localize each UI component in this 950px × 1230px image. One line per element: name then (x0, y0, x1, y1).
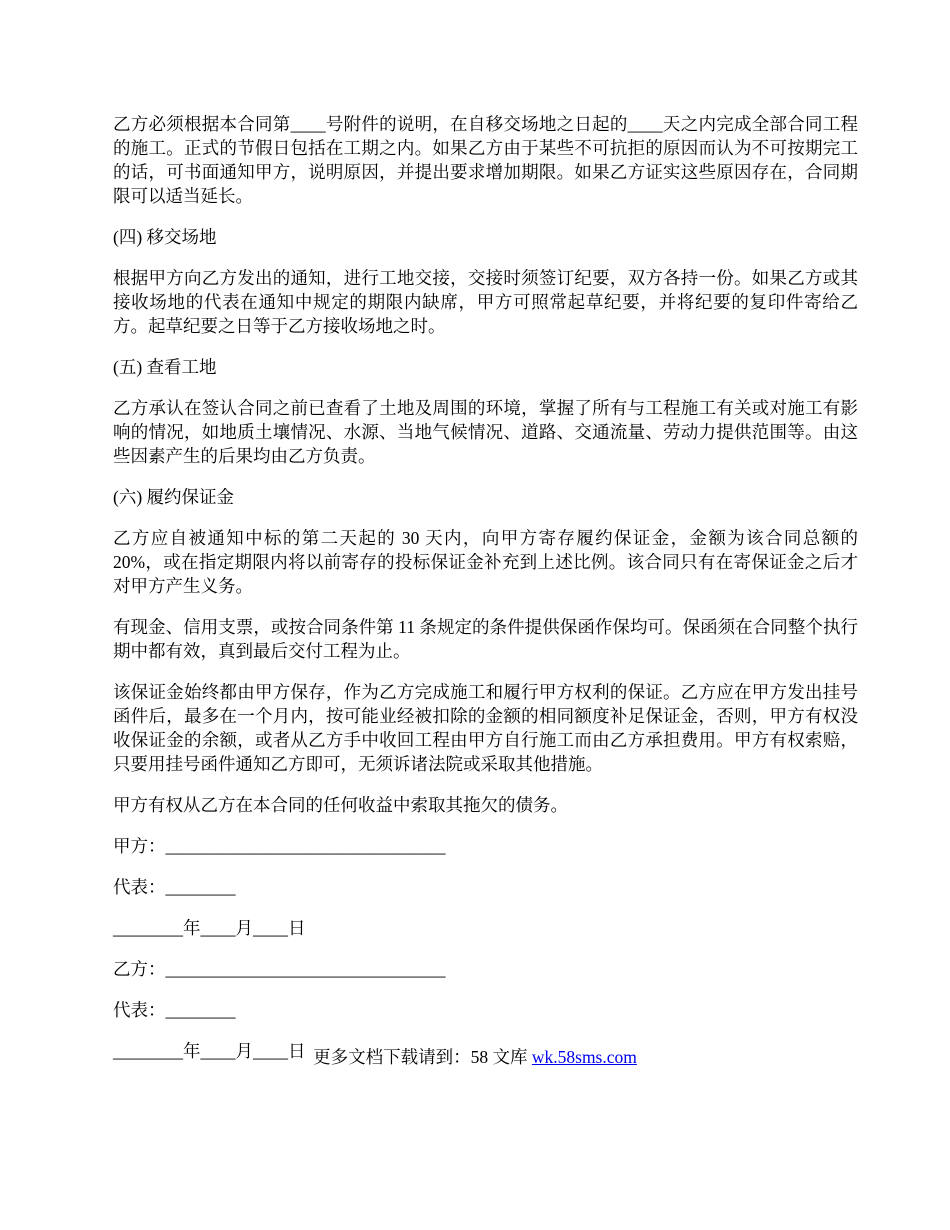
signature-date-b: ________年____月____日 (113, 1041, 306, 1061)
signature-rep-b: 代表：________ (113, 1000, 236, 1020)
footer-text: 更多文档下载请到：58 文库 (313, 1047, 532, 1067)
heading-performance-bond: (六) 履约保证金 (113, 487, 235, 507)
paragraph-completion-period: 乙方必须根据本合同第____号附件的说明，在自移交场地之日起的____天之内完成全部合同工程的施工。正式的节假日包括在工期之内。如果乙方由于某些不可抗拒的原因而认为不可按期完工的话，可书面通知甲方，说明原因，并提出要求增加期限。如果乙方证实这些原因存在，合同期限可以适当延长。 (113, 114, 858, 206)
signature-date-a: ________年____月____日 (113, 918, 306, 938)
paragraph-site-handover: 根据甲方向乙方发出的通知，进行工地交接，交接时须签订纪要，双方各持一份。如果乙方或其接收场地的代表在通知中规定的期限内缺席，甲方可照常起草纪要，并将纪要的复印件寄给乙方。起草纪要之日等于乙方接收场地之时。 (113, 268, 858, 336)
paragraph-bond-forms: 有现金、信用支票，或按合同条件第 11 条规定的条件提供保函作保均可。保函须在合同整个执行期中都有效，真到最后交付工程为止。 (113, 617, 858, 661)
footer-link[interactable]: wk.58sms.com (531, 1047, 637, 1067)
signature-party-a: 甲方：________________________________ (113, 836, 446, 856)
paragraph-bond-custody: 该保证金始终都由甲方保存，作为乙方完成施工和履行甲方权利的保证。乙方应在甲方发出挂号函件后，最多在一个月内，按可能业经被扣除的金额的相同额度补足保证金，否则，甲方有权没收保证金的余额，或者从乙方手中收回工程由甲方自行施工而由乙方承担费用。甲方有权索赔，只要用挂号函件通知乙方即可，无须诉诸法院或采取其他措施。 (113, 682, 858, 774)
heading-site-handover: (四) 移交场地 (113, 227, 217, 247)
paragraph-debt-recovery: 甲方有权从乙方在本合同的任何收益中索取其拖欠的债务。 (113, 795, 568, 815)
heading-site-inspection: (五) 查看工地 (113, 357, 217, 377)
signature-party-b: 乙方：________________________________ (113, 959, 446, 979)
paragraph-site-inspection: 乙方承认在签认合同之前已查看了土地及周围的环境，掌握了所有与工程施工有关或对施工有影响的情况，如地质土壤情况、水源、当地气候情况、道路、交通流量、劳动力提供范围等。由这些因素产生的后果均由乙方负责。 (113, 398, 858, 466)
document-body (113, 112, 863, 1080)
download-footer (0, 1045, 950, 1069)
signature-rep-a: 代表：________ (113, 877, 236, 897)
paragraph-bond-deposit: 乙方应自被通知中标的第二天起的 30 天内，向甲方寄存履约保证金，金额为该合同总额的 20%，或在指定期限内将以前寄存的投标保证金补充到上述比例。该合同只有在寄保证金之后才对甲方产生义务。 (113, 528, 863, 596)
